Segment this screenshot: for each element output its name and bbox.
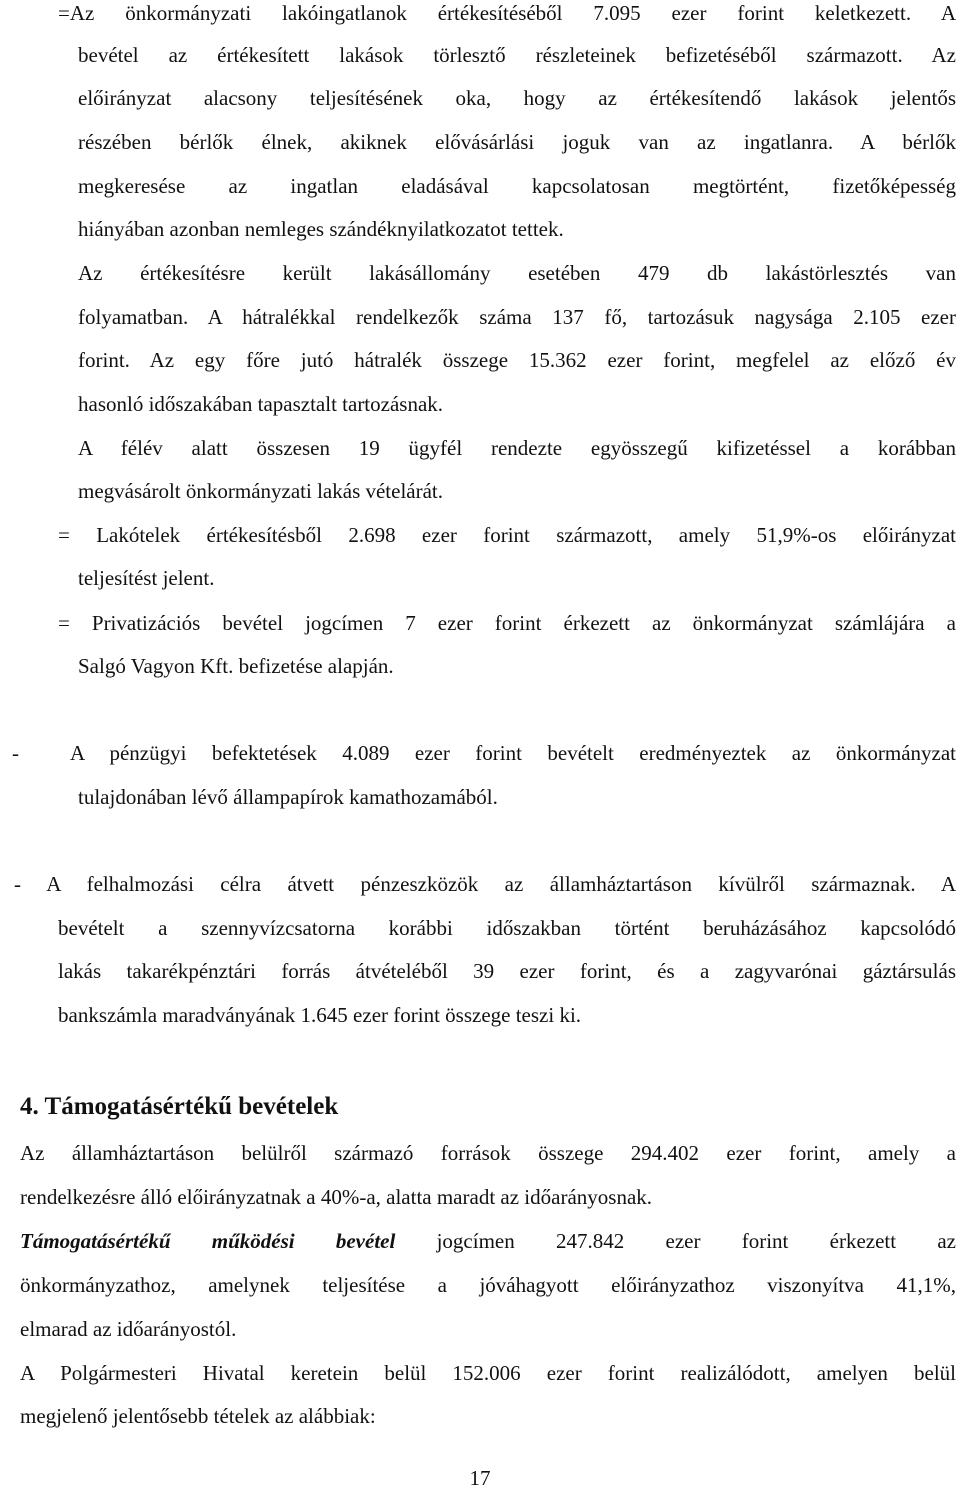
paragraph-line: hasonló időszakában tapasztalt tartozásnak. bbox=[78, 392, 444, 416]
paragraph-line: =Az önkormányzati lakóingatlanok értékesítéséből 7.095 ezer forint keletkezett. A bbox=[58, 1, 956, 25]
paragraph-line: bevétel az értékesített lakások törlesztő részleteinek befizetéséből származott. Az bbox=[78, 43, 956, 67]
paragraph-line: bankszámla maradványának 1.645 ezer forint összege teszi ki. bbox=[58, 1003, 582, 1027]
paragraph-line: megvásárolt önkormányzati lakás vételárát. bbox=[78, 479, 444, 503]
paragraph-line: forint. Az egy főre jutó hátralék összege 15.362 ezer forint, megfelel az előző év bbox=[78, 348, 956, 372]
paragraph-line: bevételt a szennyvízcsatorna korábbi időszakban történt beruházásához kapcsolódó bbox=[58, 916, 956, 940]
paragraph-line: A félév alatt összesen 19 ügyfél rendezte egyösszegű kifizetéssel a korábban bbox=[78, 436, 956, 460]
paragraph-line: = Privatizációs bevétel jogcímen 7 ezer forint érkezett az önkormányzat számlájára a bbox=[58, 611, 956, 635]
paragraph-line: elmarad az időarányostól. bbox=[20, 1317, 237, 1341]
paragraph-line: önkormányzathoz, amelynek teljesítése a jóváhagyott előirányzathoz viszonyítva 41,1%, bbox=[20, 1273, 956, 1297]
paragraph-line: megkeresése az ingatlan eladásával kapcsolatosan megtörtént, fizetőképesség bbox=[78, 174, 956, 198]
paragraph-line: Támogatásértékű működési bevétel jogcímen 247.842 ezer forint érkezett az bbox=[20, 1229, 957, 1253]
emphasis-term: Támogatásértékű működési bevétel bbox=[20, 1229, 396, 1253]
paragraph-line: lakás takarékpénztári forrás átvételéből 39 ezer forint, és a zagyvarónai gáztársulás bbox=[58, 959, 956, 983]
paragraph-line: megjelenő jelentősebb tételek az alábbiak: bbox=[20, 1404, 376, 1428]
paragraph-line: rendelkezésre álló előirányzatnak a 40%-a, alatta maradt az időarányosnak. bbox=[20, 1185, 653, 1209]
list-dash: - bbox=[12, 741, 19, 765]
page-number: 17 bbox=[469, 1466, 491, 1490]
paragraph-line: = Lakótelek értékesítésből 2.698 ezer forint származott, amely 51,9%-os előirányzat bbox=[58, 523, 956, 547]
paragraph-line: - A felhalmozási célra átvett pénzeszközök az államháztartáson kívülről származnak. A bbox=[14, 872, 956, 896]
paragraph-line: teljesítést jelent. bbox=[78, 566, 215, 590]
paragraph-line: részében bérlők élnek, akiknek elővásárlási joguk van az ingatlanra. A bérlők bbox=[78, 130, 956, 154]
paragraph-line: hiányában azonban nemleges szándéknyilatkozatot tettek. bbox=[78, 217, 564, 241]
paragraph-line: Salgó Vagyon Kft. befizetése alapján. bbox=[78, 654, 394, 678]
paragraph-line: tulajdonában lévő állampapírok kamathozamából. bbox=[78, 785, 498, 809]
paragraph-line: A Polgármesteri Hivatal keretein belül 152.006 ezer forint realizálódott, amelyen belül bbox=[20, 1361, 956, 1385]
paragraph-line: Az értékesítésre került lakásállomány esetében 479 db lakástörlesztés van bbox=[78, 261, 956, 285]
paragraph-line: Az államháztartáson belülről származó források összege 294.402 ezer forint, amely a bbox=[20, 1141, 956, 1165]
paragraph-line: A pénzügyi befektetések 4.089 ezer forint bevételt eredményeztek az önkormányzat bbox=[70, 741, 956, 765]
paragraph-line: előirányzat alacsony teljesítésének oka, hogy az értékesítendő lakások jelentős bbox=[78, 86, 956, 110]
paragraph-line: folyamatban. A hátralékkal rendelkezők száma 137 fő, tartozásuk nagysága 2.105 ezer bbox=[78, 305, 956, 329]
section-heading: 4. Támogatásértékű bevételek bbox=[20, 1093, 339, 1120]
